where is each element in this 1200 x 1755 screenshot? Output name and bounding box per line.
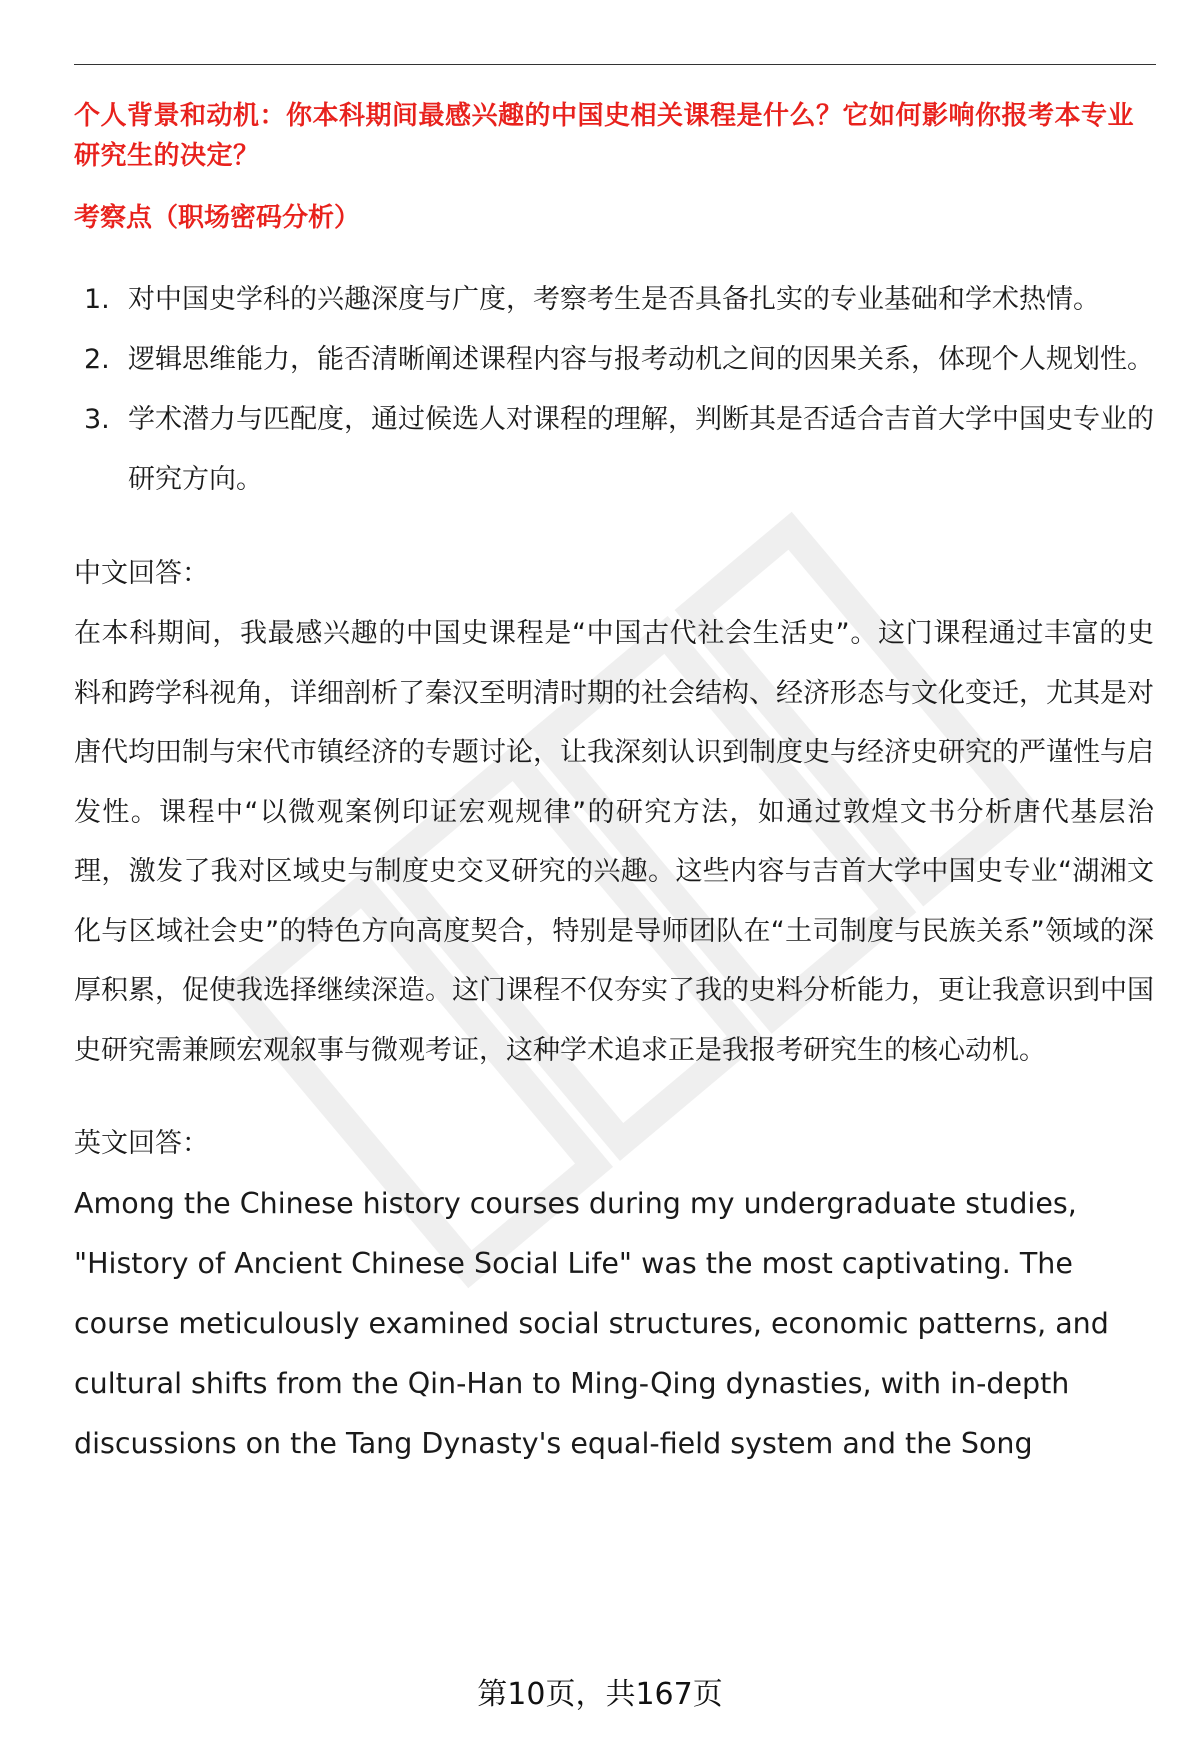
point-text: 学术潜力与匹配度，通过候选人对课程的理解，判断其是否适合吉首大学中国史专业的研究方向。 (128, 404, 1154, 495)
analysis-point (74, 390, 1154, 510)
analysis-point (74, 270, 1154, 330)
english-answer-text: Among the Chinese history courses during my undergraduate studies, "History of Ancient Chinese Social Life" was the most captivating. The course meticulously examined social structures, economic patterns, and cultural shifts from the Qin-Han to Ming-Qing dynasties, with in-depth discussions on the Tang Dynasty's equal-field system and the Song (74, 1187, 1109, 1460)
point-number: 1. (84, 284, 110, 315)
analysis-title: 考察点（职场密码分析） (74, 203, 361, 233)
chinese-answer-label: 中文回答： (74, 558, 209, 589)
main-content (74, 96, 1154, 1474)
question-heading: 个人背景和动机：你本科期间最感兴趣的中国史相关课程是什么？它如何影响你报考本专业研究生的决定？ (74, 101, 1135, 171)
point-number: 2. (84, 344, 110, 375)
analysis-points-list (74, 270, 1154, 510)
analysis-point (74, 330, 1154, 390)
point-text: 对中国史学科的兴趣深度与广度，考察考生是否具备扎实的专业基础和学术热情。 (128, 284, 1100, 315)
header-rule (74, 64, 1156, 65)
page-number: 第10页，共167页 (477, 1677, 723, 1712)
chinese-answer-text: 在本科期间，我最感兴趣的中国史课程是“中国古代社会生活史”。这门课程通过丰富的史料和跨学科视角，详细剖析了秦汉至明清时期的社会结构、经济形态与文化变迁，尤其是对唐代均田制与宋代市镇经济的专题讨论，让我深刻认识到制度史与经济史研究的严谨性与启发性。课程中“以微观案例印证宏观规律”的研究方法，如通过敦煌文书分析唐代基层治理，激发了我对区域史与制度史交叉研究的兴趣。这些内容与吉首大学中国史专业“湖湘文化与区域社会史”的特色方向高度契合，特别是导师团队在“土司制度与民族关系”领域的深厚积累，促使我选择继续深造。这门课程不仅夯实了我的史料分析能力，更让我意识到中国史研究需兼顾宏观叙事与微观考证，这种学术追求正是我报考研究生的核心动机。 (74, 618, 1154, 1066)
point-number: 3. (84, 404, 110, 435)
english-answer-label: 英文回答： (74, 1128, 209, 1159)
point-text: 逻辑思维能力，能否清晰阐述课程内容与报考动机之间的因果关系，体现个人规划性。 (128, 344, 1154, 375)
